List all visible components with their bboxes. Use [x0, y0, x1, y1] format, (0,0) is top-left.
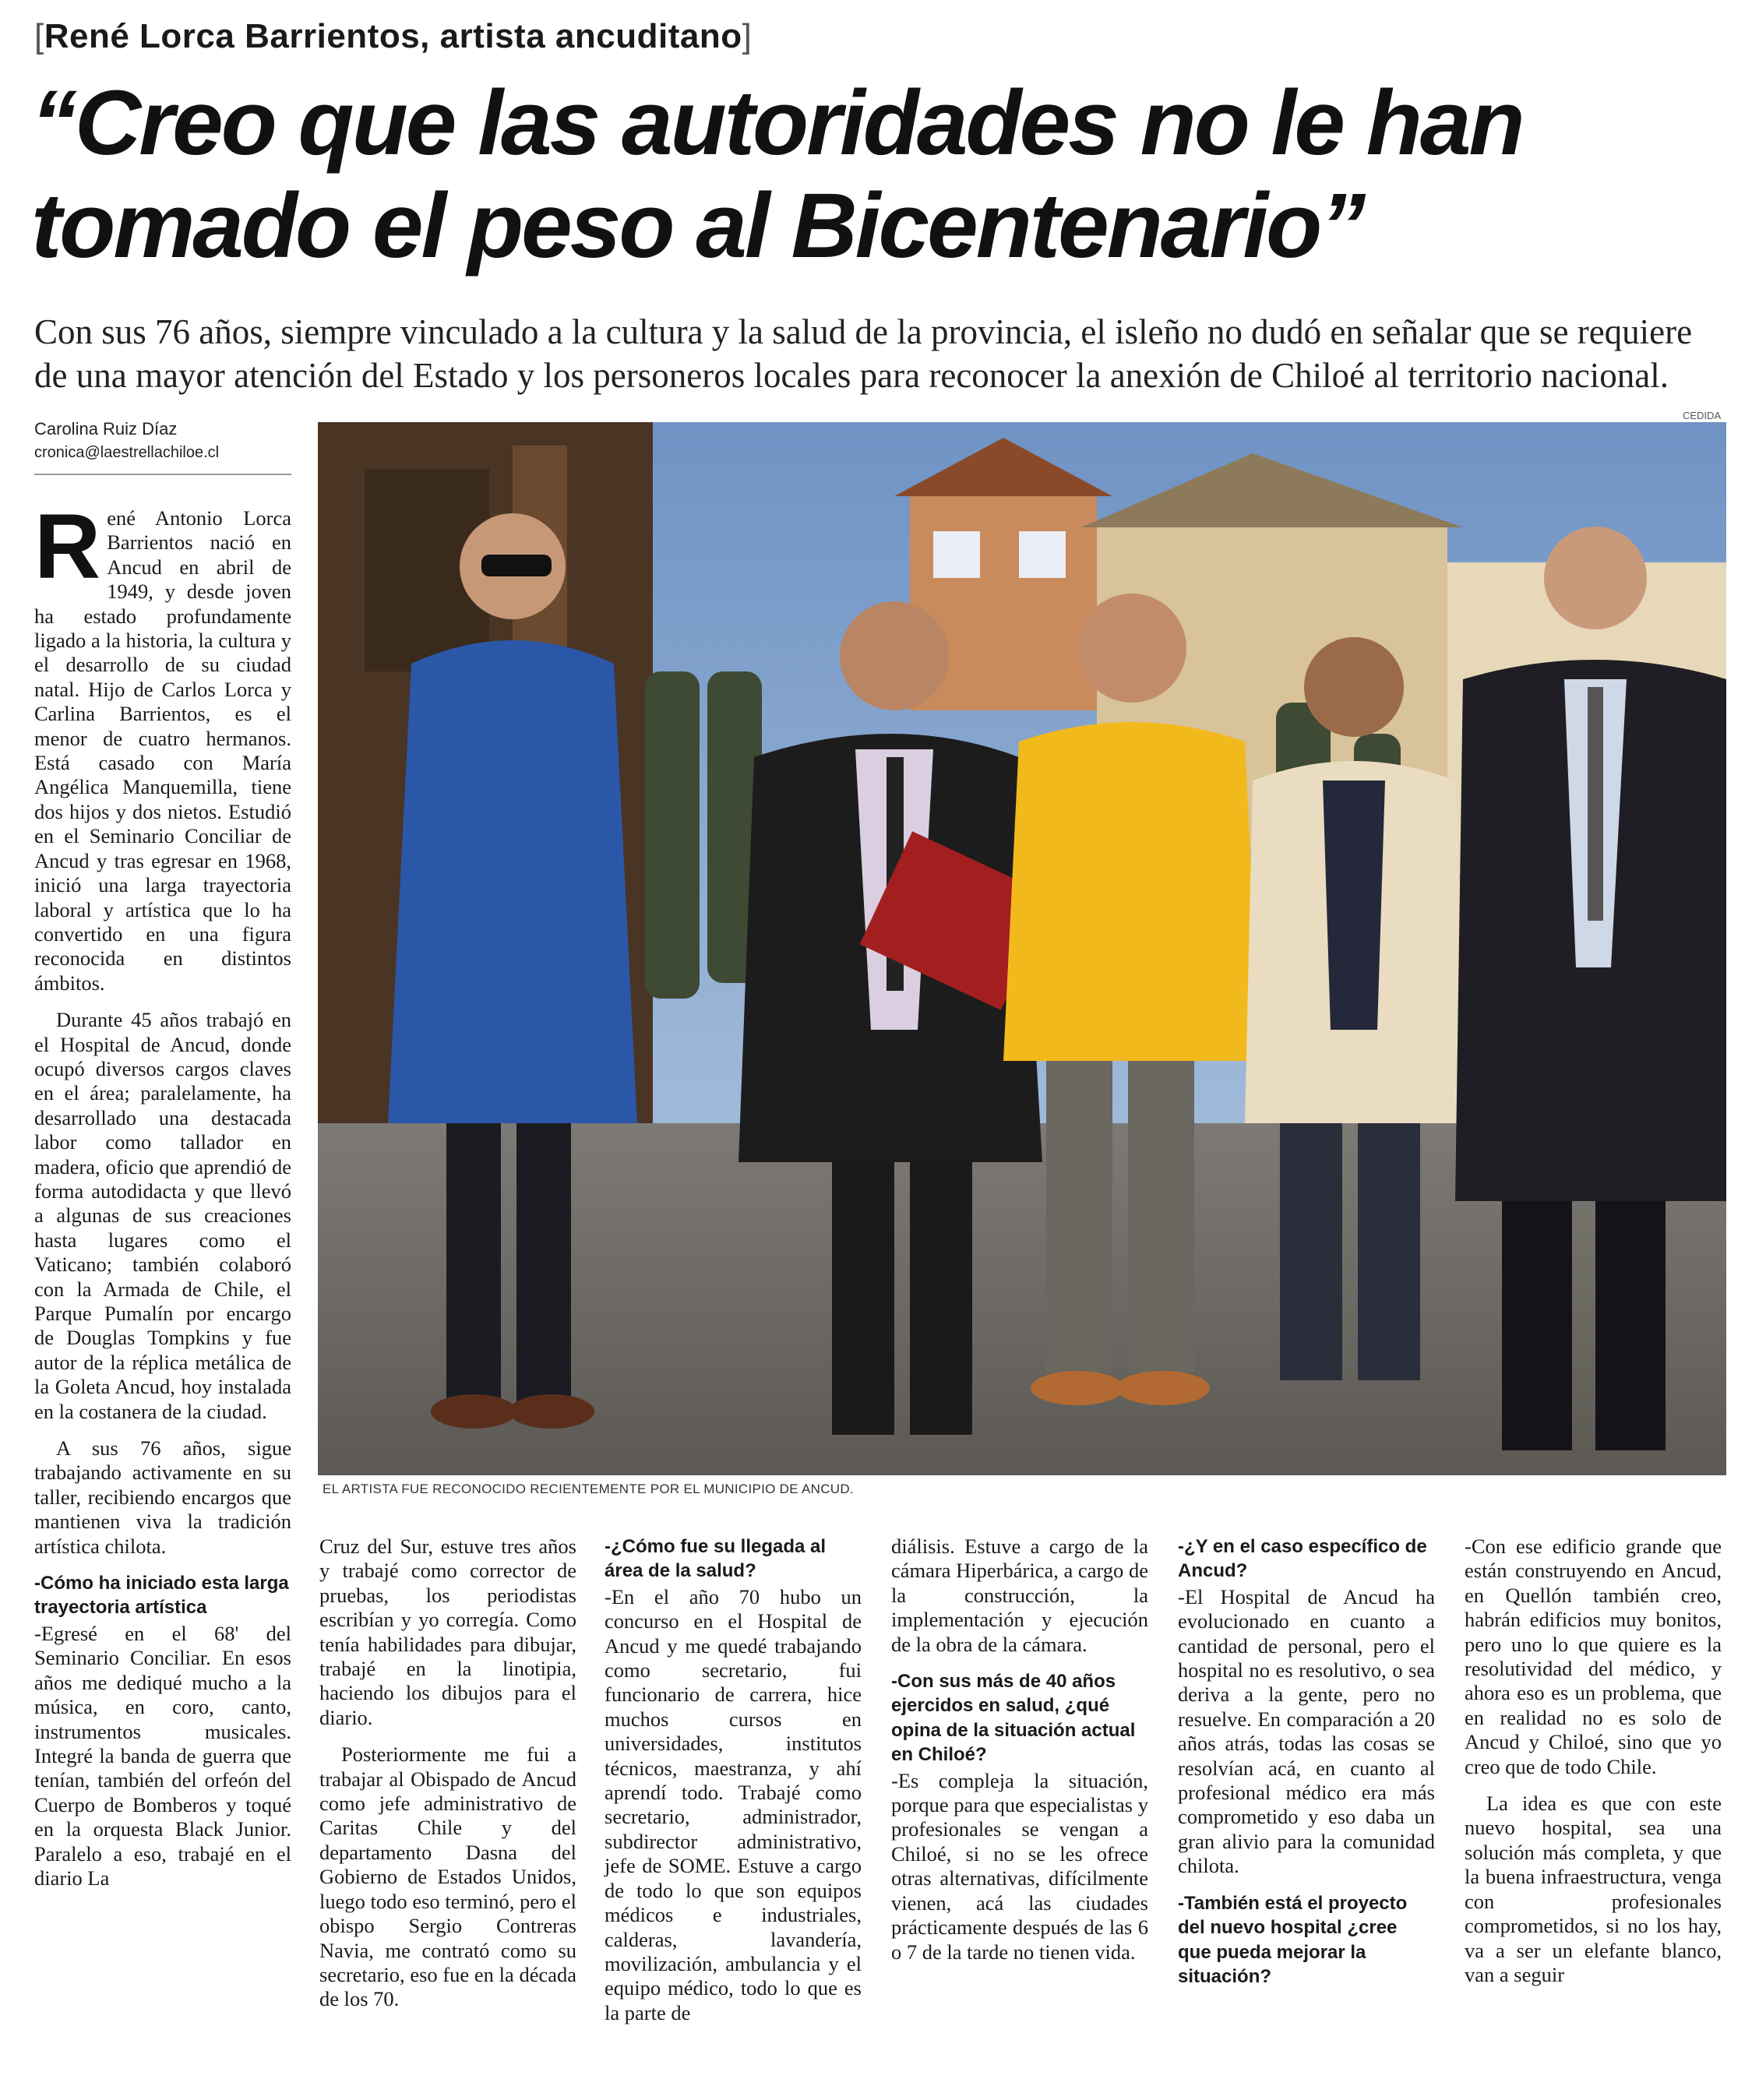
interview-question: -¿Cómo fue su llegada al área de la salud? [605, 1536, 827, 1582]
interview-answer: -Es compleja la situación, porque para que especialistas y profesionales se vengan a Chiloé, si no se les ofrece otras alternativas, difícilmente vienen, acá las ciudades prácticamente después de las 6 o 7 de la tarde no tienen vida. [891, 1768, 1148, 1964]
article-column-2 [319, 1534, 576, 2024]
photo-caption: EL ARTISTA FUE RECONOCIDO RECIENTEMENTE POR EL MUNICIPIO DE ANCUD. [323, 1482, 854, 1496]
interview-question: -Cómo ha iniciado esta larga trayectoria artística [34, 1573, 289, 1619]
byline-author: Carolina Ruiz Díaz [34, 419, 178, 439]
byline-email: cronica@laestrellachiloe.cl [34, 444, 220, 461]
interview-answer: diálisis. Estuve a cargo de la cámara Hiperbárica, a cargo de la construcción, la implementación y ejecución de la obra de la cámara. [891, 1534, 1148, 1656]
headline: “Creo que las autoridades no le han tomado el peso al Bicentenario” [31, 72, 1523, 277]
kicker-text: René Lorca Barrientos, artista ancuditano [44, 17, 742, 55]
byline-divider [34, 474, 291, 475]
interview-answer: Cruz del Sur, estuve tres años y trabajé como corrector de pruebas, los periodistas escribían y yo corregía. Como tenía habilidades para dibujar, trabajé en la linotipia, haciendo los dibujos para el diario. [319, 1534, 576, 1729]
article-paragraph: Durante 45 años trabajó en el Hospital de Ancud, donde ocupó diversos cargos claves en el área; paralelamente, ha desarrollado una destacada labor como tallador en madera, oficio que aprendió de forma autodidacta y que llevó a algunas de sus creaciones hasta lugares como el Vaticano; también colaboró con la Armada de Chile, el Parque Pumalín por encargo de Douglas Tompkins y fue autor de la réplica metálica de la Goleta Ancud, hoy instalada en la costanera de la ciudad. [34, 1008, 291, 1423]
interview-answer: -El Hospital de Ancud ha evolucionado en cuanto a cantidad de personal, pero el hospital no es resolutivo, o sea deriva a la gente, pero no resuelve. En comparación a 20 años atrás, todas las cosas se resolvían acá, en cuanto al profesional médico era más comprometido y eso daba un gran alivio para la comunidad chilota. [1178, 1584, 1435, 1878]
interview-question: -¿Y en el caso específico de Ancud? [1178, 1536, 1427, 1582]
interview-answer: -En el año 70 hubo un concurso en el Hospital de Ancud y me quedé trabajando como secretario, fui funcionario de carrera, hice muchos cursos en universidades, institutos técnicos, maestranza, y ahí aprendí todo. Trabajé como secretario, administrador, subdirector administrativo, jefe de SOME. Estuve a cargo de todo lo que son equipos médicos e industriales, calderas, lavandería, movilización, ambulancia y el equipo médico, todo lo que es la parte de [605, 1584, 862, 2024]
article-column-6 [1465, 1534, 1722, 2000]
article-paragraph: Posteriormente me fui a trabajar al Obispado de Ancud como jefe administrativo de Caritas Chile y del departamento Dasna del Gobierno de Estados Unidos, luego todo eso terminó, pero el obispo Sergio Contreras Navia, me contrató como su secretario, eso fue en la década de los 70. [319, 1742, 576, 2011]
byline [34, 418, 219, 464]
deck-subheadline: Con sus 76 años, siempre vinculado a la cultura y la salud de la provincia, el isleño no dudó en señalar que se requiere de una mayor atención del Estado y los personeros locales para reconocer la anexión de Chiloé al territorio nacional. [34, 312, 1693, 395]
article-column-4 [891, 1534, 1148, 1977]
article-column-3 [605, 1534, 862, 2038]
article-column-5 [1178, 1534, 1435, 1990]
photo-credit: CEDIDA [1683, 410, 1722, 421]
interview-answer: -Egresé en el 68' del Seminario Conciliar. En esos años me dediqué mucho a la música, en coro, canto, instrumentos musicales. Integré la banda de guerra que tenían, también del orfeón del Cuerpo de Bomberos y toqué en la orquesta Black Junior. Paralelo a eso, trabajé en el diario La [34, 1621, 291, 1890]
drop-cap: R [34, 495, 101, 598]
interview-answer: -Con ese edificio grande que están construyendo en Ancud, en Quellón también creo, habrán edificios muy bonitos, pero uno lo que quiere es la resolutividad del médico, y ahora eso es un problema, que en realidad no es solo de Ancud y Chiloé, sino que yo creo que de todo Chile. [1465, 1534, 1722, 1778]
photo-illustration [318, 422, 1726, 1475]
article-paragraph: René Antonio Lorca Barrientos nació en Ancud en abril de 1949, y desde joven ha estado profundamente ligado a la historia, la cultura y el desarrollo de su ciudad natal. Hijo de Carlos Lorca y Carlina Barrientos, es el menor de cuatro hermanos. Está casado con María Angélica Manquemilla, tiene dos hijos y dos nietos. Estudió en el Seminario Conciliar de Ancud y tras egresar en 1968, inició una larga trayectoria laboral y artística que lo ha convertido en una figura reconocida en distintos ámbitos. [34, 495, 291, 995]
group-photo [318, 422, 1726, 1475]
interview-question: -Con sus más de 40 años ejercidos en salud, ¿qué opina de la situación actual en Chiloé? [891, 1671, 1136, 1766]
section-kicker: [René Lorca Barrientos, artista ancuditano] [34, 17, 753, 55]
article-paragraph: A sus 76 años, sigue trabajando activamente en su taller, recibiendo encargos que mantienen viva la tradición artística chilota. [34, 1436, 291, 1558]
interview-question: -También está el proyecto del nuevo hospital ¿cree que pueda mejorar la situación? [1178, 1892, 1408, 1987]
article-paragraph: La idea es que con este nuevo hospital, sea una solución más completa, y que la buena infraestructura, venga con profesionales comprometidos, si no los hay, va a ser un elefante blanco, van a seguir [1465, 1792, 1722, 1986]
article-column-1 [34, 495, 291, 1903]
